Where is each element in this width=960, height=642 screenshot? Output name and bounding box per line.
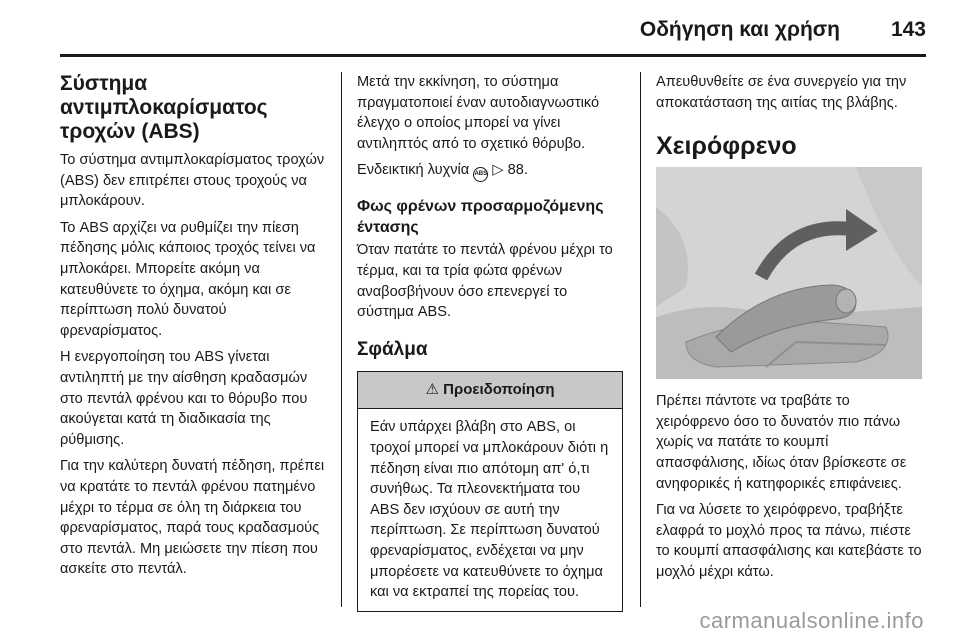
warning-box	[357, 371, 623, 612]
abs-heading: Σύστημα αντιμπλοκαρίσματος τροχών (ABS)	[60, 72, 268, 143]
column-divider-2	[640, 72, 641, 607]
warning-body: Εάν υπάρχει βλάβη στο ABS, οι τροχοί μπορεί να μπλοκάρουν διότι η πέδηση είναι πιο απότομη απ' ό,τι συνήθως. Τα πλεονεκτήματα του ABS δεν ισχύουν σε αυτή την περίπτωση. Σε περίπτωση δυνατού φρεναρίσματος, ενδέχεται να μην μπορέσετε να κατευθύνετε το όχημα και να εκτραπεί της πορείας του.	[370, 419, 609, 601]
abs-paragraph-2: Το ABS αρχίζει να ρυθμίζει την πίεση πέδησης μόλις κάποιος τροχός τείνει να μπλοκάρει. Μπορείτε ακόμη να κατευθύνετε το όχημα, ακόμη και σε περίπτωση πολύ δυνατού φρεναρίσματος.	[60, 219, 316, 339]
column-3	[656, 72, 922, 589]
abs-indicator-icon: ABS	[473, 167, 488, 182]
adaptive-brake-light-paragraph: Όταν πατάτε το πεντάλ φρένου μέχρι το τέρμα, και τα τρία φώτα φρένων αναβοσβήνουν όσο επενεργεί το σύστημα ABS.	[357, 242, 613, 321]
indicator-page-ref: 88.	[507, 162, 528, 179]
warning-triangle-icon: ⚠	[425, 380, 439, 398]
page-reference-arrow-icon: ▷	[492, 162, 504, 179]
column-divider-1	[341, 72, 342, 607]
indicator-text: Ενδεικτική λυχνία	[357, 162, 470, 179]
column-2	[357, 72, 623, 612]
handbrake-paragraph-2: Για να λύσετε το χειρόφρενο, τραβήξτε ελαφρά το μοχλό προς τα πάνω, πιέστε το κουμπί απασφάλισης και κατεβάστε το μοχλό μέχρι κάτω.	[656, 502, 922, 580]
page-number: 143	[890, 18, 926, 41]
header-rule	[60, 54, 926, 57]
watermark: carmanualsonline.info	[699, 608, 924, 633]
self-test-paragraph: Μετά την εκκίνηση, το σύστημα πραγματοποιεί έναν αυτοδιαγνωστικό έλεγχο ο οποίος μπορεί να γίνει αντιληπτός από το σχετικό θόρυβο.	[357, 74, 600, 152]
fault-heading: Σφάλμα	[357, 338, 428, 360]
indicator-line	[357, 160, 623, 182]
warning-header	[358, 372, 622, 410]
handbrake-heading: Χειρόφρενο	[656, 132, 797, 161]
handbrake-drawing-icon	[656, 167, 922, 379]
handbrake-paragraph-1: Πρέπει πάντοτε να τραβάτε το χειρόφρενο όσο το δυνατόν πιο πάνω χωρίς να πατάτε το κουμπί απασφάλισης, ιδίως όταν βρίσκεστε σε ανηφορικές ή κατηφορικές επιφάνειες.	[656, 393, 907, 492]
page-header-title: Οδήγηση και χρήση	[639, 18, 840, 41]
abs-paragraph-3: Η ενεργοποίηση του ABS γίνεται αντιληπτή με την αίσθηση κραδασμών στο πεντάλ φρένου και το θόρυβο που ακούγεται κατά τη διαδικασία της ρύθμισης.	[60, 349, 308, 448]
column-1	[60, 72, 330, 586]
abs-paragraph-1: Το σύστημα αντιμπλοκαρίσματος τροχών (ABS) δεν επιτρέπει στους τροχούς να μπλοκάρουν.	[60, 152, 325, 210]
handbrake-illustration	[656, 167, 922, 379]
adaptive-brake-light-heading: Φως φρένων προσαρμοζόμενης έντασης	[357, 198, 604, 237]
warning-title: Προειδοποίηση	[443, 380, 555, 398]
abs-paragraph-4: Για την καλύτερη δυνατή πέδηση, πρέπει να κρατάτε το πεντάλ φρένου πατημένο μέχρι το τέρμα σε όλη τη διάρκεια του φρεναρίσματος, παρά τους κραδασμούς στο πεντάλ. Μη μειώσετε την πίεση που ασκείτε στο πεντάλ.	[60, 458, 325, 578]
workshop-paragraph: Απευθυνθείτε σε ένα συνεργείο για την αποκατάσταση της αιτίας της βλάβης.	[656, 74, 907, 111]
